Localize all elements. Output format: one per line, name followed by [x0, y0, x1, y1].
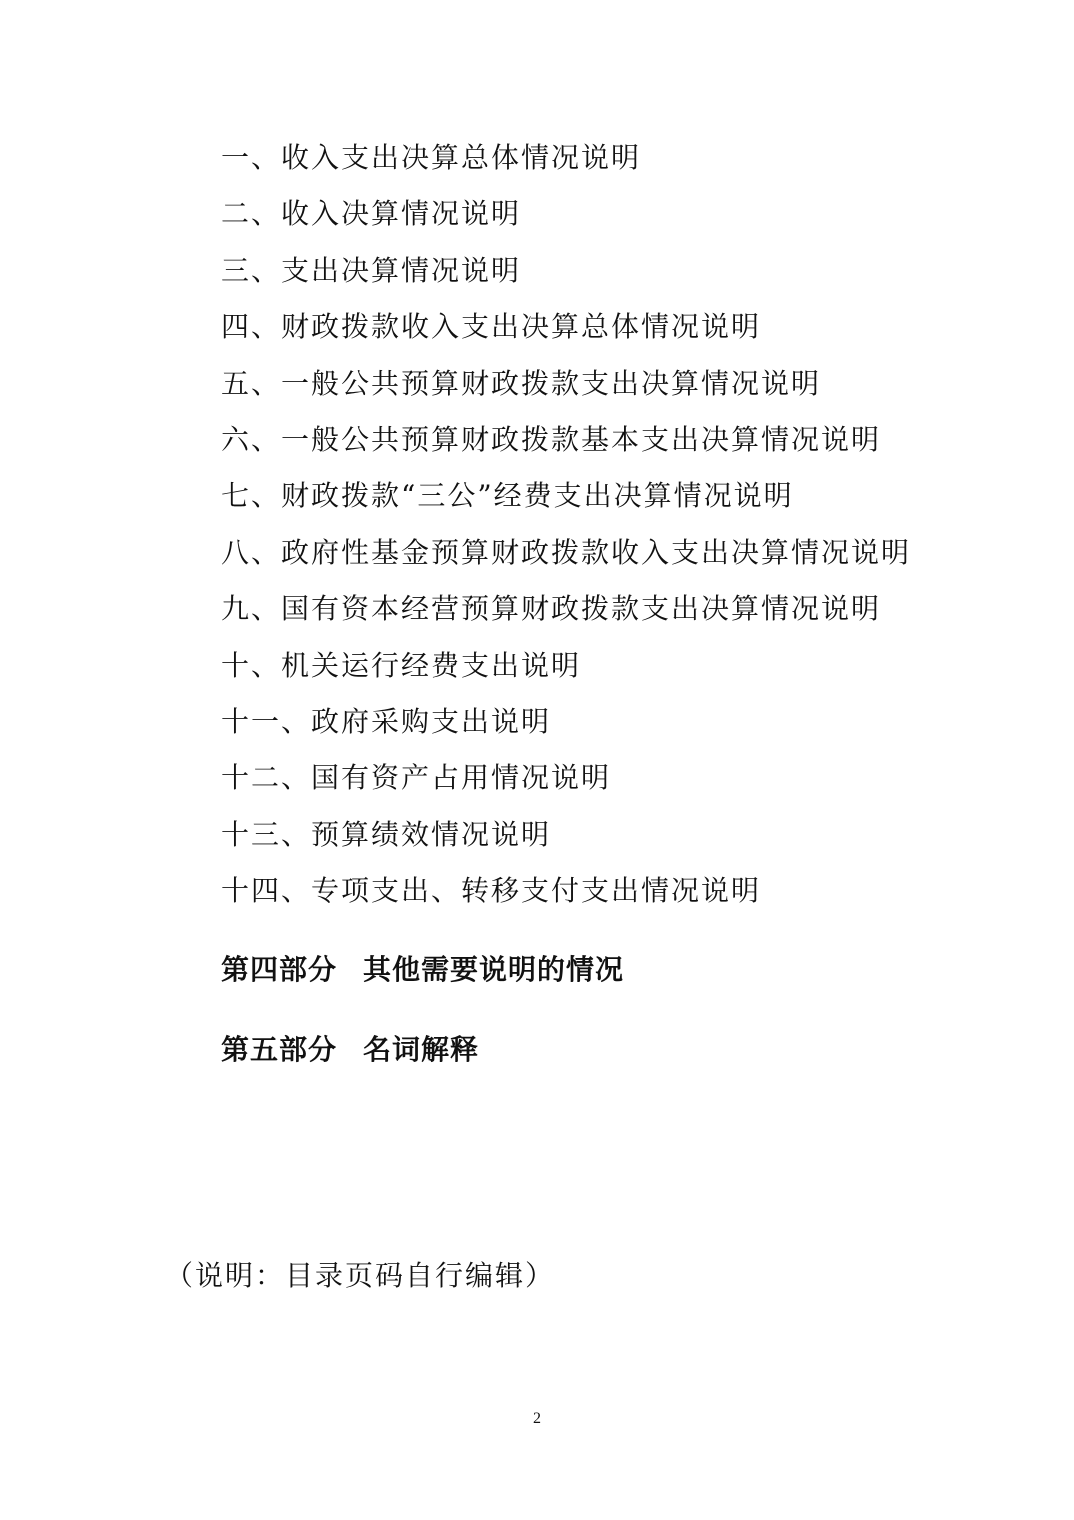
- toc-item: 六、一般公共预算财政拨款基本支出决算情况说明: [221, 422, 882, 456]
- toc-item: 十三、预算绩效情况说明: [221, 817, 552, 851]
- part-number: 第四部分: [221, 953, 338, 986]
- part-title: 名词解释: [363, 1033, 480, 1066]
- toc-item: 十一、政府采购支出说明: [221, 704, 552, 738]
- page-number: 2: [533, 1410, 541, 1427]
- toc-item: 十四、专项支出、转移支付支出情况说明: [221, 874, 762, 908]
- toc-item: 九、国有资本经营预算财政拨款支出决算情况说明: [221, 592, 882, 626]
- part-four-heading: [221, 948, 624, 988]
- toc-item: 七、财政拨款“三公”经费支出决算情况说明: [221, 479, 794, 513]
- toc-item: 十、机关运行经费支出说明: [221, 648, 582, 682]
- toc-item: 五、一般公共预算财政拨款支出决算情况说明: [221, 366, 822, 400]
- toc-item: 三、支出决算情况说明: [221, 253, 522, 287]
- toc-item: 四、财政拨款收入支出决算总体情况说明: [221, 310, 762, 344]
- toc-list: [221, 130, 911, 919]
- part-five-heading: [221, 1028, 479, 1068]
- toc-item: 八、政府性基金预算财政拨款收入支出决算情况说明: [221, 535, 912, 569]
- toc-item: 一、收入支出决算总体情况说明: [221, 141, 642, 174]
- part-number: 第五部分: [221, 1033, 338, 1066]
- part-title: 其他需要说明的情况: [363, 953, 625, 986]
- editing-note: （说明：目录页码自行编辑）: [165, 1259, 556, 1292]
- toc-item: 十二、国有资产占用情况说明: [221, 761, 612, 795]
- toc-item: 二、收入决算情况说明: [221, 197, 522, 231]
